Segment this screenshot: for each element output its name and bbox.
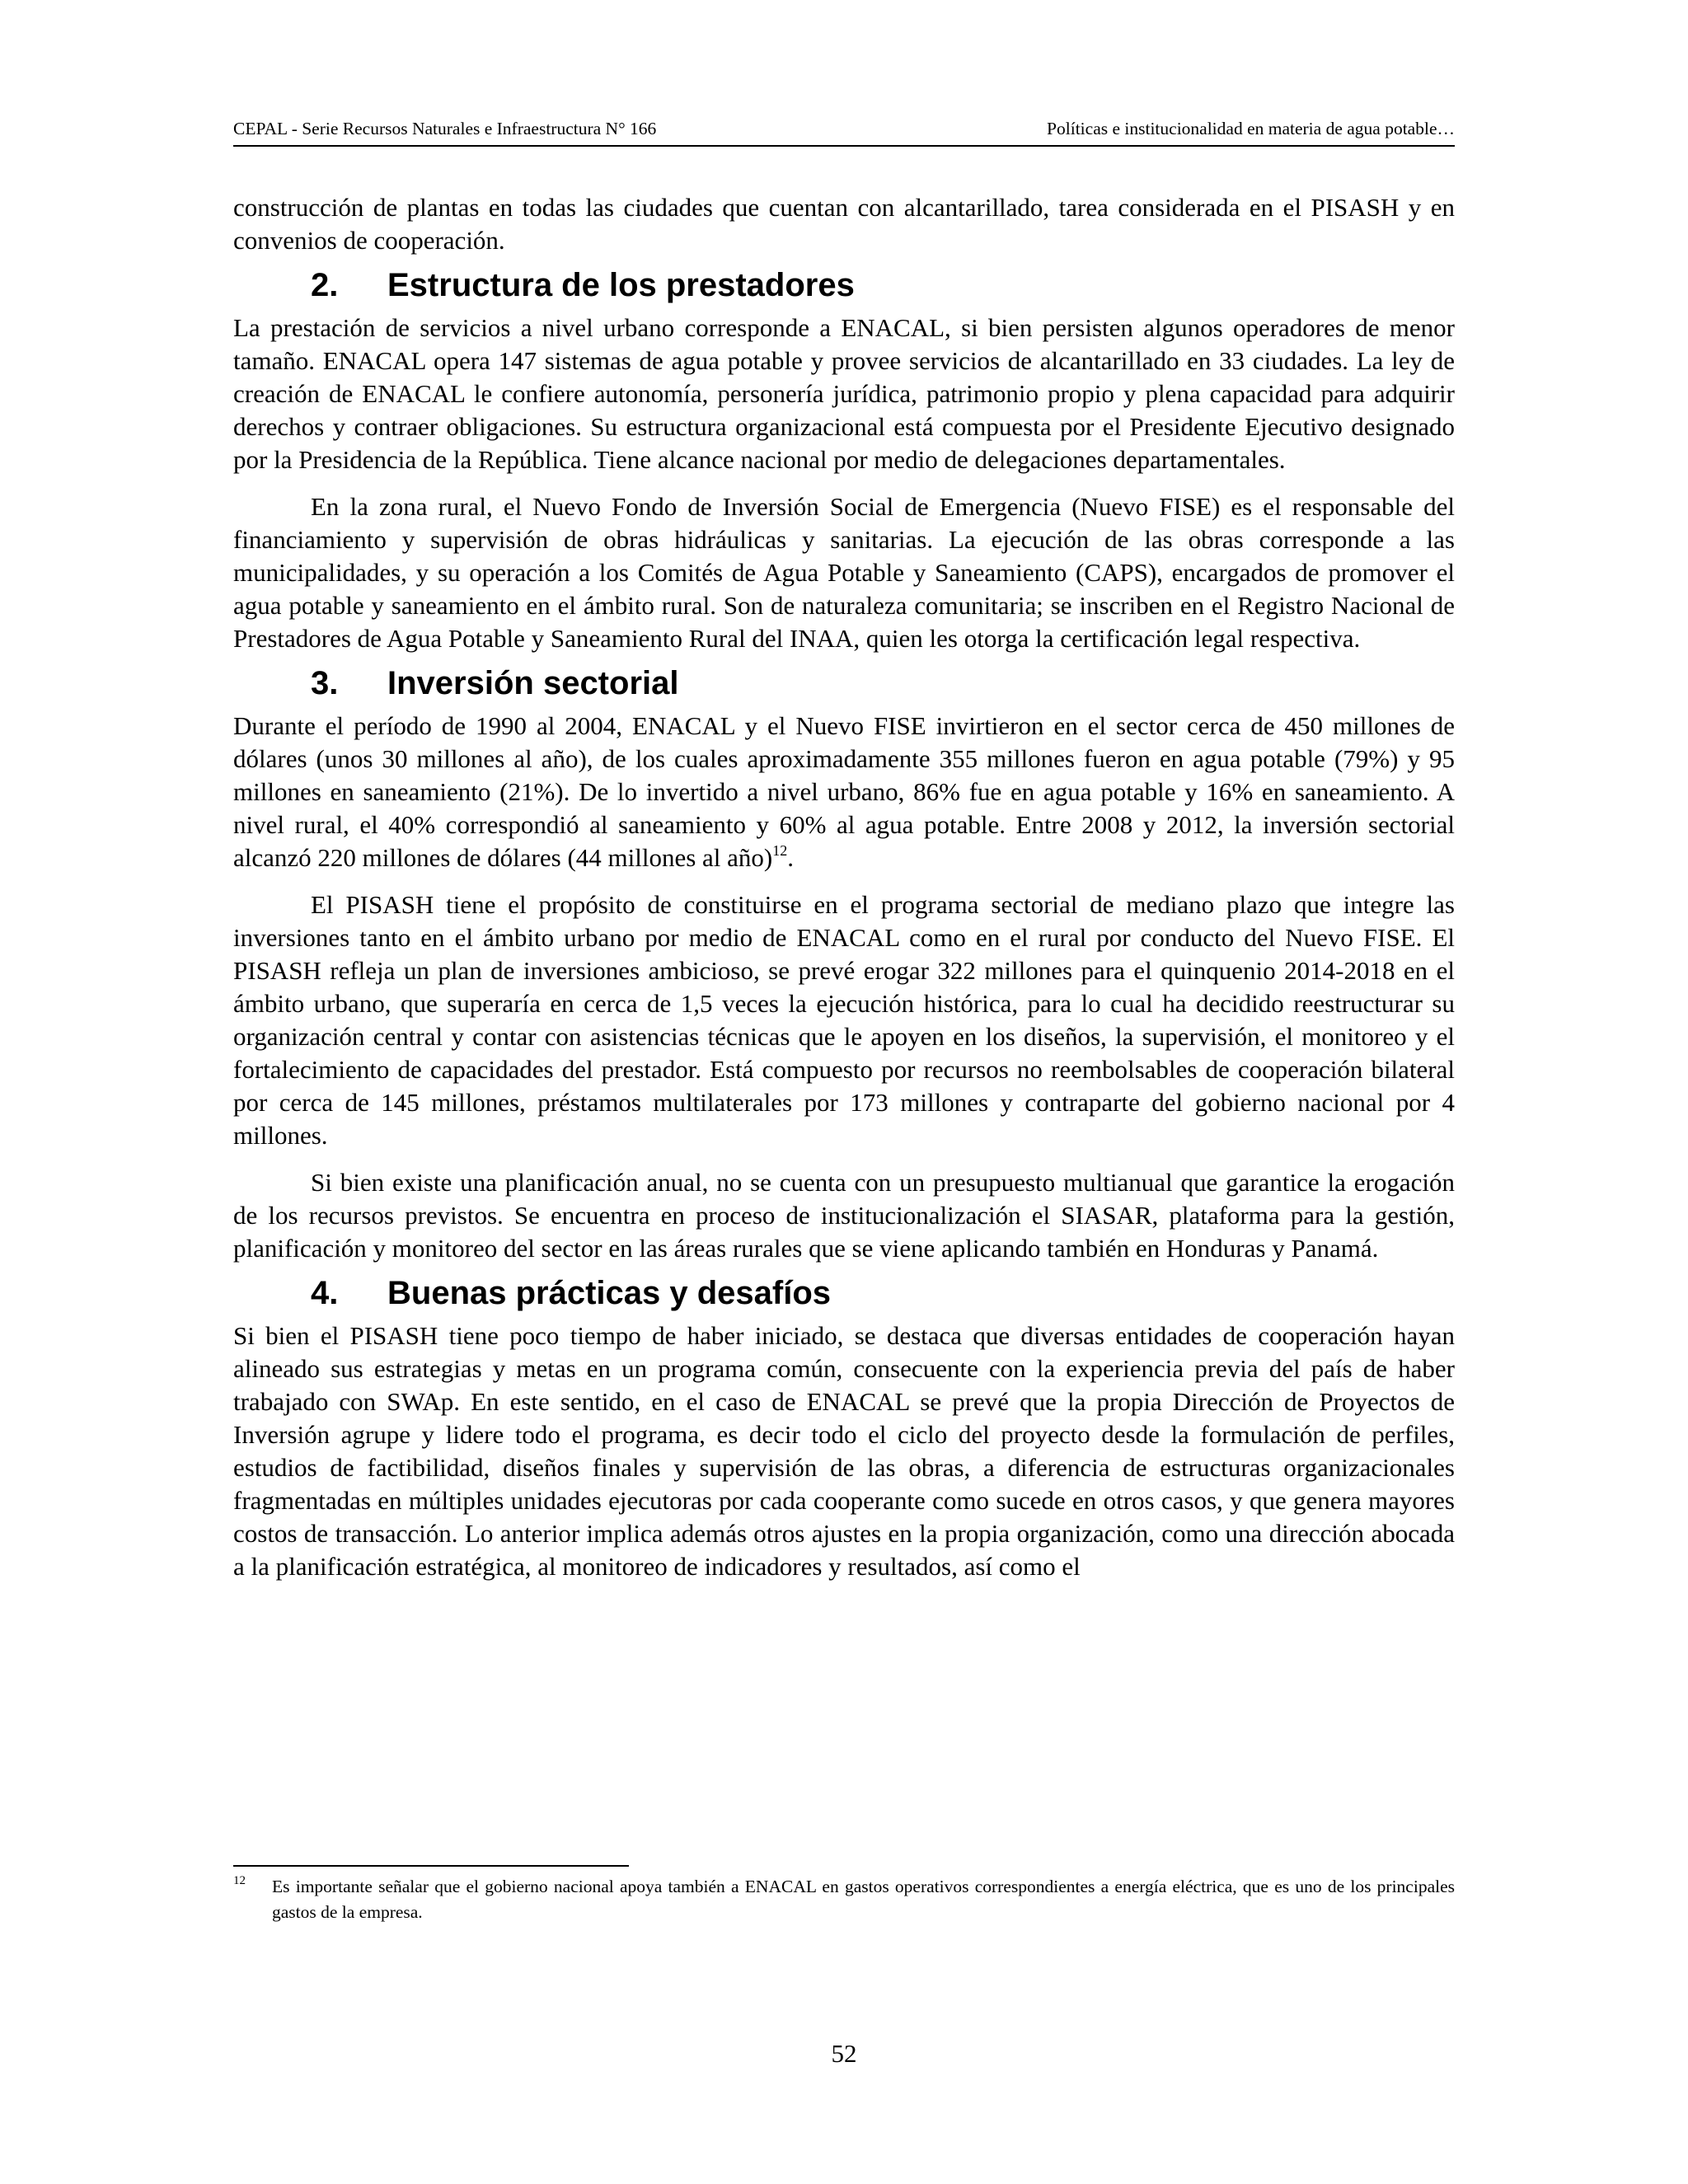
section-heading-4 <box>233 1272 1455 1314</box>
section-title: Buenas prácticas y desafíos <box>387 1275 832 1311</box>
paragraph: Si bien existe una planificación anual, no se cuenta con un presupuesto multianual que garantice la erogación de los recursos previstos. Se encuentra en proceso de institucionalización el SIASAR, plataforma para la gestión, planificación y monitoreo del sector en las áreas rurales que se viene aplicando también en Honduras y Panamá. <box>233 1168 1455 1263</box>
footnote-rule <box>233 1865 629 1867</box>
section-heading-3 <box>233 663 1455 704</box>
section-number: 2. <box>311 267 339 303</box>
header-series-title: CEPAL - Serie Recursos Naturales e Infraestructura N° 166 <box>233 119 657 138</box>
section-number: 4. <box>311 1275 339 1311</box>
page-number: 52 <box>831 2039 857 2068</box>
paragraph: En la zona rural, el Nuevo Fondo de Inversión Social de Emergencia (Nuevo FISE) es el responsable del financiamiento y supervisión de obras hidráulicas y sanitarias. La ejecución de las obras corresponde a las municipalidades, y su operación a los Comités de Agua Potable y Saneamiento (CAPS), encargados de promover el agua potable y saneamiento en el ámbito rural. Son de naturaleza comunitaria; se inscriben en el Registro Nacional de Prestadores de Agua Potable y Saneamiento Rural del INAA, quien les otorga la certificación legal respectiva. <box>233 492 1455 653</box>
section-title: Estructura de los prestadores <box>387 267 855 303</box>
paragraph: El PISASH tiene el propósito de constituirse en el programa sectorial de mediano plazo que integre las inversiones tanto en el ámbito urbano por medio de ENACAL como en el rural por conducto del Nuevo FISE. El PISASH refleja un plan de inversiones ambicioso, se prevé erogar 322 millones para el quinquenio 2014-2018 en el ámbito urbano, que superaría en cerca de 1,5 veces la ejecución histórica, para lo cual ha decidido reestructurar su organización central y contar con asistencias técnicas que le apoyen en los diseños, la supervisión, el monitoreo y el fortalecimiento de capacidades del prestador. Está compuesto por recursos no reembolsables de cooperación bilateral por cerca de 145 millones, préstamos multilaterales por 173 millones y contraparte del gobierno nacional por 4 millones. <box>233 890 1455 1150</box>
paragraph-continued: construcción de plantas en todas las ciudades que cuentan con alcantarillado, tarea considerada en el PISASH y en convenios de cooperación. <box>233 193 1455 255</box>
main-content <box>233 191 1455 1583</box>
paragraph <box>233 710 1455 874</box>
paragraph: Si bien el PISASH tiene poco tiempo de haber iniciado, se destaca que diversas entidades de cooperación hayan alineado sus estrategias y metas en un programa común, consecuente con la experiencia previa del país de haber trabajado con SWAp. En este sentido, en el caso de ENACAL se prevé que la propia Dirección de Proyectos de Inversión agrupe y lidere todo el programa, es decir todo el ciclo del proyecto desde la formulación de perfiles, estudios de factibilidad, diseños finales y supervisión de las obras, a diferencia de estructuras organizacionales fragmentadas en múltiples unidades ejecutoras por cada cooperante como sucede en otros casos, y que genera mayores costos de transacción. Lo anterior implica además otros ajustes en la propia organización, como una dirección abocada a la planificación estratégica, al monitoreo de indicadores y resultados, así como el <box>233 1321 1455 1581</box>
footnote-mark: 12 <box>233 1874 246 1887</box>
footnote <box>233 1874 1455 1925</box>
header-document-title: Políticas e institucionalidad en materia de agua potable… <box>1047 119 1455 138</box>
footnote-reference: 12 <box>772 841 788 859</box>
section-heading-2 <box>233 265 1455 306</box>
header-rule <box>233 145 1455 147</box>
paragraph-text-end: . <box>787 843 795 872</box>
paragraph: La prestación de servicios a nivel urbano corresponde a ENACAL, si bien persisten algunos operadores de menor tamaño. ENACAL opera 147 sistemas de agua potable y provee servicios de alcantarillado en 33 ciudades. La ley de creación de ENACAL le confiere autonomía, personería jurídica, patrimonio propio y plena capacidad para adquirir derechos y contraer obligaciones. Su estructura organizacional está compuesta por el Presidente Ejecutivo designado por la Presidencia de la República. Tiene alcance nacional por medio de delegaciones departamentales. <box>233 313 1455 474</box>
paragraph-text: Durante el período de 1990 al 2004, ENACAL y el Nuevo FISE invirtieron en el sector cerca de 450 millones de dólares (unos 30 millones al año), de los cuales aproximadamente 355 millones fueron en agua potable (79%) y 95 millones en saneamiento (21%). De lo invertido a nivel urbano, 86% fue en agua potable y 16% en saneamiento. A nivel rural, el 40% correspondió al saneamiento y 60% al agua potable. Entre 2008 y 2012, la inversión sectorial alcanzó 220 millones de dólares (44 millones al año) <box>233 711 1455 872</box>
section-number: 3. <box>311 665 339 701</box>
section-title: Inversión sectorial <box>387 665 679 701</box>
running-header <box>233 114 1455 143</box>
footnote-text: Es importante señalar que el gobierno nacional apoya también a ENACAL en gastos operativos correspondientes a energía eléctrica, que es uno de los principales gastos de la empresa. <box>272 1877 1455 1922</box>
